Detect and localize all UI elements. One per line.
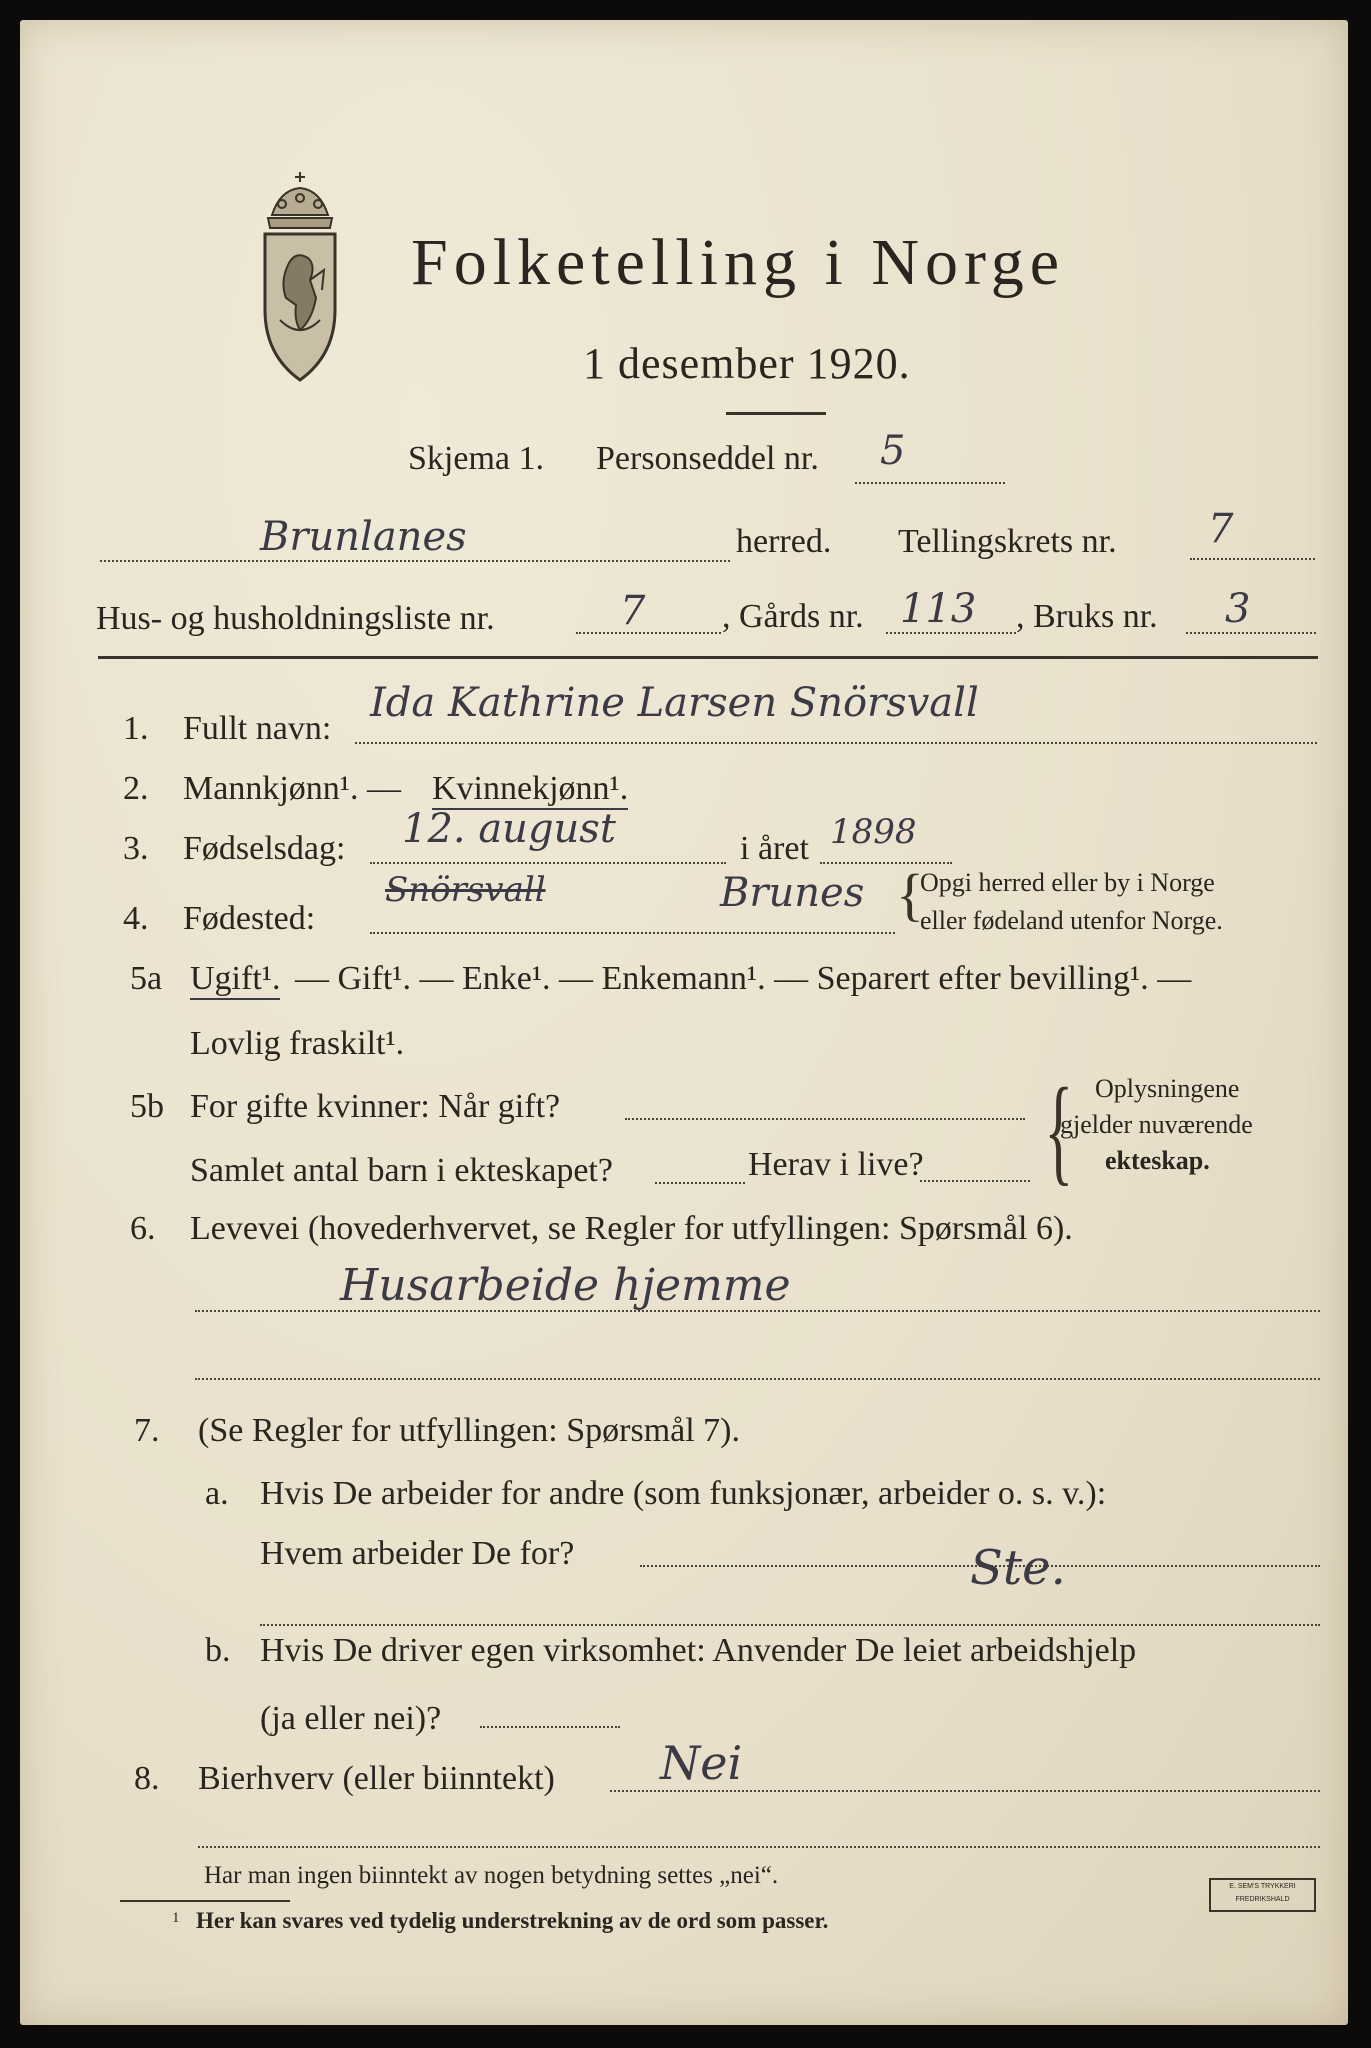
form-subtitle: 1 desember 1920. — [583, 339, 911, 388]
q8-label: Bierhverv (eller biinntekt) — [198, 1760, 555, 1797]
q5a-fraskilt-option[interactable]: Lovlig fraskilt¹. — [190, 1025, 405, 1062]
q3-year-label: i året — [740, 830, 809, 867]
q2-number: 2. — [123, 770, 149, 807]
birthplace-value[interactable]: Brunes — [720, 870, 865, 916]
q5b-note-line3: ekteskap. — [1105, 1146, 1210, 1175]
q7b-label2: (ja eller nei)? — [260, 1700, 442, 1737]
q3-label: Fødselsdag: — [183, 830, 346, 867]
q7a-employer-label: Hvem arbeider De for? — [260, 1535, 575, 1572]
q7-number: 7. — [134, 1412, 160, 1449]
skjema-label: Skjema 1. — [408, 440, 544, 477]
footnote-number: 1 — [172, 1910, 180, 1926]
husliste-label: Hus- og husholdningsliste nr. — [96, 600, 495, 637]
q7-label: (Se Regler for utfyllingen: Spørsmål 7). — [198, 1412, 741, 1449]
q7b-letter: b. — [205, 1632, 231, 1669]
q5a-number: 5a — [130, 960, 163, 997]
birth-year-value[interactable]: 1898 — [830, 812, 917, 852]
bruks-value[interactable]: 3 — [1225, 586, 1251, 632]
tellingskrets-label: Tellingskrets nr. — [898, 523, 1117, 560]
footer-note: Har man ingen biinntekt av nogen betydning settes „nei“. — [204, 1862, 779, 1889]
q3-number: 3. — [123, 830, 149, 867]
form-title: Folketelling i Norge — [411, 226, 1066, 299]
personseddel-value[interactable]: 5 — [880, 428, 906, 474]
occupation-value[interactable]: Husarbeide hjemme — [340, 1260, 791, 1311]
employer-value[interactable]: Ste. — [970, 1540, 1066, 1596]
q1-label: Fullt navn: — [183, 710, 332, 747]
q5b-note-line1: Oplysningene — [1095, 1074, 1240, 1103]
bruks-label: , Bruks nr. — [1016, 598, 1158, 635]
q5b-when-married-label: For gifte kvinner: Når gift? — [190, 1088, 561, 1125]
q4-number: 4. — [123, 900, 149, 937]
personseddel-label: Personseddel nr. — [596, 440, 819, 477]
q5b-number: 5b — [130, 1088, 164, 1125]
husliste-value[interactable]: 7 — [620, 588, 646, 634]
q5b-alive-label: Herav i live? — [748, 1146, 924, 1183]
q5a-ugift-option[interactable]: Ugift¹. — [190, 960, 280, 1000]
q4-label: Fødested: — [183, 900, 316, 937]
coat-of-arms-icon — [250, 170, 350, 385]
q1-number: 1. — [123, 710, 149, 747]
herred-label: herred. — [736, 523, 832, 560]
q6-number: 6. — [130, 1210, 156, 1247]
footnote-text: Her kan svares ved tydelig understrekning av de ord som passer. — [196, 1908, 829, 1933]
census-form: Folketelling i Norge 1 desember 1920. Skjema 1. Personseddel nr. 5 Brunlanes herred. Tellingskrets nr. 7 Hus- og husholdningsliste nr. 7 , Gårds nr. 113 , Bruks nr. 3 1. Fullt navn: Ida Kathrine Larsen Snörsvall 2. Mannkjønn¹. — Kvinnekjønn¹. 3. Fødselsdag: 12. august i året 1898 4. Fødested: Snörsvall Brunes { Opgi herred eller by i Norge eller fødeland utenfor Norge. 5a Ugift¹. — Gift¹. — Enke¹. — Enkemann¹. — Separert efter bevilling¹. — Lovlig fraskilt¹. 5b For gifte kvinner: Når gift? Samlet antal barn i ekteskapet? Herav i live? { Oplysningene gjelder nuværende ekteskap. 6. Levevei (hovederhvervet, se Regler for utfyllingen: Spørsmål 6). Husarbeide hjemme 7. (Se Regler for utfyllingen: Spørsmål 7). a. Hvis De arbeider for andre (som funksjonær, arbeider o. s. v.): Hvem arbeider De for? Ste. b. Hvis De driver egen virksomhet: Anvender De leiet arbeidshjelp (ja eller nei)? 8. Bierhverv (eller biinntekt) Nei Har man ingen biinntekt av nogen betydning settes „nei“. 1 Her kan svares ved tydelig understrekning av de ord som passer. E. SEM'S TRYKKERI FREDRIKSHALD — [20, 20, 1348, 2025]
birthday-value[interactable]: 12. august — [402, 806, 616, 852]
q2-female-option[interactable]: Kvinnekjønn¹. — [432, 770, 628, 810]
footnote-rule — [120, 1900, 290, 1902]
q5b-note-line2: gjelder nuværende — [1060, 1110, 1253, 1139]
q4-note-line2: eller fødeland utenfor Norge. — [920, 906, 1223, 935]
birthplace-struck-value[interactable]: Snörsvall — [385, 870, 546, 910]
full-name-value[interactable]: Ida Kathrine Larsen Snörsvall — [370, 680, 979, 726]
q7a-label: Hvis De arbeider for andre (som funksjonær, arbeider o. s. v.): — [260, 1475, 1107, 1512]
printer-stamp: E. SEM'S TRYKKERI FREDRIKSHALD — [1209, 1878, 1316, 1912]
q2-male-option[interactable]: Mannkjønn¹. — — [183, 770, 401, 807]
gards-value[interactable]: 113 — [900, 586, 977, 632]
q8-number: 8. — [134, 1760, 160, 1797]
gards-label: , Gårds nr. — [722, 598, 864, 635]
header-rule — [98, 656, 1318, 659]
q7b-label: Hvis De driver egen virksomhet: Anvender De leiet arbeidshjelp — [260, 1632, 1137, 1669]
q5a-other-options[interactable]: — Gift¹. — Enke¹. — Enkemann¹. — Separert efter bevilling¹. — — [295, 960, 1192, 997]
herred-value[interactable]: Brunlanes — [260, 514, 467, 560]
q4-note-line1: Opgi herred eller by i Norge — [920, 868, 1215, 897]
q5b-children-label: Samlet antal barn i ekteskapet? — [190, 1152, 613, 1189]
q7a-letter: a. — [205, 1475, 229, 1512]
tellingskrets-value[interactable]: 7 — [1208, 506, 1234, 552]
side-income-value[interactable]: Nei — [660, 1736, 743, 1790]
title-divider — [726, 412, 826, 415]
q6-label: Levevei (hovederhvervet, se Regler for utfyllingen: Spørsmål 6). — [190, 1210, 1073, 1247]
